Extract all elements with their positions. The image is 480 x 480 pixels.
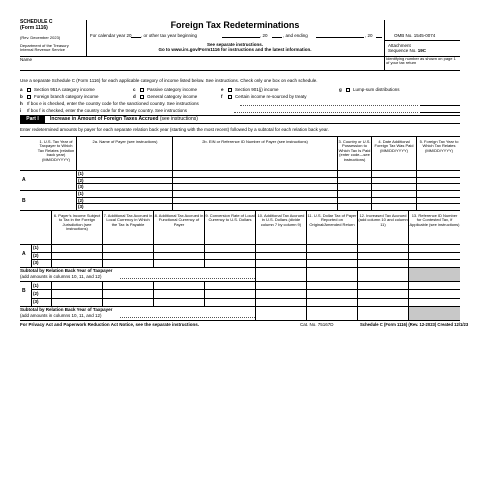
beginning-date-field[interactable] (222, 37, 260, 38)
name-label: Name (20, 57, 33, 62)
sequence-number: 19C (417, 48, 427, 53)
part-1-label: Part I (20, 116, 45, 123)
sanctioned-country-code-field[interactable] (420, 105, 460, 106)
subtotal-b-col-12-field[interactable] (358, 307, 408, 320)
general-category-label: General category income (147, 94, 198, 99)
part-1-enter-note: Enter redetermined amounts by payer for each separate relation back year (starting with the most recent) followed by a subtotal for each relation back year. (20, 127, 329, 132)
col-6-header: 6. Payer's Income Subject to Tax in the Foreign Jurisdiction (see instructions) (53, 213, 101, 232)
separate-schedule-instruction: Use a separate Schedule C (Form 1116) for each applicable category of income listed below. See instructions. Check only one box on each schedule. (20, 78, 318, 83)
section-901j-label: Section 901(j) income (235, 87, 279, 92)
ending-year-label: , 20 (365, 33, 373, 38)
line-h-letter: h (20, 101, 23, 106)
attachment-label: Attachment (388, 43, 411, 48)
foreign-branch-label: Foreign branch category income (34, 94, 99, 99)
subtotal-b-title: Subtotal by Relation Back Year of Taxpayer (20, 307, 113, 312)
col-1-header: 1. U.S. Tax Year of Taxpayer to Which Tax Relates (relation back year) (MM/DD/YYYY) (37, 139, 75, 162)
form-footer-right: Schedule C (Form 1116) (Rev. 12-2023) Created 12/1/23 (360, 322, 469, 327)
row-b-2-label-2: (2) (33, 290, 39, 296)
ending-date-field[interactable] (316, 37, 364, 38)
calendar-year-label: For calendar year 20 (90, 33, 132, 38)
line-e-letter: e (221, 87, 224, 92)
col-4-header: 4. Date Additional Foreign Tax Was Paid (MM/DD/YYYY) (374, 139, 414, 153)
passive-category-label: Passive category income (147, 87, 198, 92)
line-b-letter: b (20, 94, 23, 99)
section-901j-checkbox[interactable] (228, 88, 232, 92)
col-5-header: 5. Foreign Tax Year to Which Tax Relates (MM/DD/YYYY) (419, 139, 459, 153)
line-f-letter: f (221, 94, 223, 99)
row-b-letter: B (22, 198, 26, 204)
row-a-2-label: (2) (78, 177, 84, 183)
ending-label: , and ending (283, 33, 308, 38)
revision-date: (Rev. December 2023) (20, 35, 61, 40)
subtotal-a-col-11-field[interactable] (307, 268, 357, 281)
row-a-3-label: (3) (78, 184, 84, 189)
subtotal-b-text: (add amounts in columns 10, 11, and 12) (20, 313, 102, 318)
foreign-branch-checkbox[interactable] (27, 95, 31, 99)
col-13-header: 13. Reference ID Number for Contested Tax, if Applicable (see instructions) (409, 213, 460, 227)
row-a-1-label-2: (1) (33, 245, 39, 250)
paperwork-notice: For Privacy Act and Paperwork Reduction Act Notice, see the separate instructions. (20, 322, 199, 327)
subtotal-a-col-10-field[interactable] (256, 268, 306, 281)
form-title: Foreign Tax Redeterminations (170, 20, 300, 30)
row-a-relation-back-year-field[interactable] (20, 170, 76, 190)
row-b-3-label: (3) (78, 204, 84, 209)
col-2a-header: 2a. Name of Payer (see instructions) (92, 139, 158, 144)
calendar-year-field[interactable] (131, 37, 141, 38)
see-instructions: See separate instructions. (206, 42, 264, 47)
irs-url-line: Go to www.irs.gov/Form1116 for instructions and the latest information. (158, 47, 312, 52)
tax-year-beginning-label: , or other tax year beginning (141, 33, 198, 38)
row-a-2-label-2: (2) (33, 252, 39, 258)
row-b-letter-2: B (22, 288, 26, 294)
col-12-header: 12. Increased Tax Accrued (add column 10 and column 11) (358, 213, 408, 227)
row-b-3-label-2: (3) (33, 299, 39, 304)
sequence-label: Sequence No. 19C (388, 48, 427, 53)
beginning-year-label: , 20 (260, 33, 268, 38)
row-a-1-label: (1) (78, 171, 84, 176)
lump-sum-checkbox[interactable] (346, 88, 350, 92)
line-d-letter: d (133, 94, 136, 99)
subtotal-a-col-12-field[interactable] (358, 268, 408, 281)
row-b-2-label: (2) (78, 197, 84, 203)
form-number: (Form 1116) (20, 25, 48, 31)
row-a-letter: A (22, 177, 26, 183)
resourced-treaty-label: Certain income re-sourced by treaty (235, 94, 307, 99)
omb-number: OMB No. 1545-0074 (394, 33, 436, 38)
section-951a-checkbox[interactable] (27, 88, 31, 92)
section-951a-label: Section 951A category income (34, 87, 95, 92)
general-category-checkbox[interactable] (140, 95, 144, 99)
line-i-letter: i (20, 108, 22, 113)
subtotal-a-text: (add amounts in columns 10, 11, and 12) (20, 274, 102, 279)
form-name: SCHEDULE C (20, 19, 53, 25)
irs-label: Internal Revenue Service (20, 47, 65, 52)
col-7-header: 7. Additional Tax Accrued in Local Currency in Which the Tax Is Payable (103, 213, 153, 227)
ending-year-field[interactable] (376, 37, 382, 38)
line-i-text: If box f is checked, enter the country code for the treaty country. See instructions (27, 108, 187, 113)
row-a-3-label-2: (3) (33, 260, 39, 265)
row-b-1-label-2: (1) (33, 282, 39, 288)
identifying-number-label: Identifying number as shown on page 1 of your tax return (386, 56, 456, 66)
lump-sum-label: Lump-sum distributions (353, 87, 400, 92)
cat-number: Cat. No. 75167D (300, 322, 334, 327)
treaty-country-code-field[interactable] (420, 112, 460, 113)
line-h-text: If box e is checked, enter the country code for the sanctioned country. See instructions (27, 101, 199, 106)
subtotal-b-col-10-field[interactable] (256, 307, 306, 320)
passive-category-checkbox[interactable] (140, 88, 144, 92)
part-1-title: Increase in Amount of Foreign Taxes Accrued (see instructions) (50, 116, 198, 122)
col-2b-header: 2b. EIN or Reference ID Number of Payer (see instructions) (202, 139, 308, 144)
department: Department of the Treasury (20, 43, 69, 48)
line-a-letter: a (20, 87, 23, 92)
col-11-header: 11. U.S. Dollar Tax of Payer Reported on Original/Amended Return (307, 213, 357, 227)
line-c-letter: c (133, 87, 136, 92)
col-9-header: 9. Conversion Rate of Local Currency to U.S. Dollars (205, 213, 255, 223)
beginning-year-field[interactable] (272, 37, 282, 38)
row-a-letter-2: A (22, 251, 26, 257)
subtotal-a-title: Subtotal by Relation Back Year of Taxpayer (20, 268, 113, 273)
resourced-treaty-checkbox[interactable] (228, 95, 232, 99)
col-8-header: 8. Additional Tax Accrued in Functional Currency of Payer (154, 213, 204, 227)
subtotal-b-col-11-field[interactable] (307, 307, 357, 320)
row-b-1-label: (1) (78, 191, 84, 196)
name-field[interactable] (30, 57, 384, 69)
row-b-relation-back-year-field[interactable] (20, 190, 76, 210)
line-g-letter: g (339, 87, 342, 92)
col-10-header: 10. Additional Tax Accrued in U.S. Dollars (divide column 7 by column 9) (257, 213, 305, 227)
col-3-header: 3. Country or U.S. Possession to Which Tax Is Paid (enter code—see instructions) (338, 139, 371, 162)
